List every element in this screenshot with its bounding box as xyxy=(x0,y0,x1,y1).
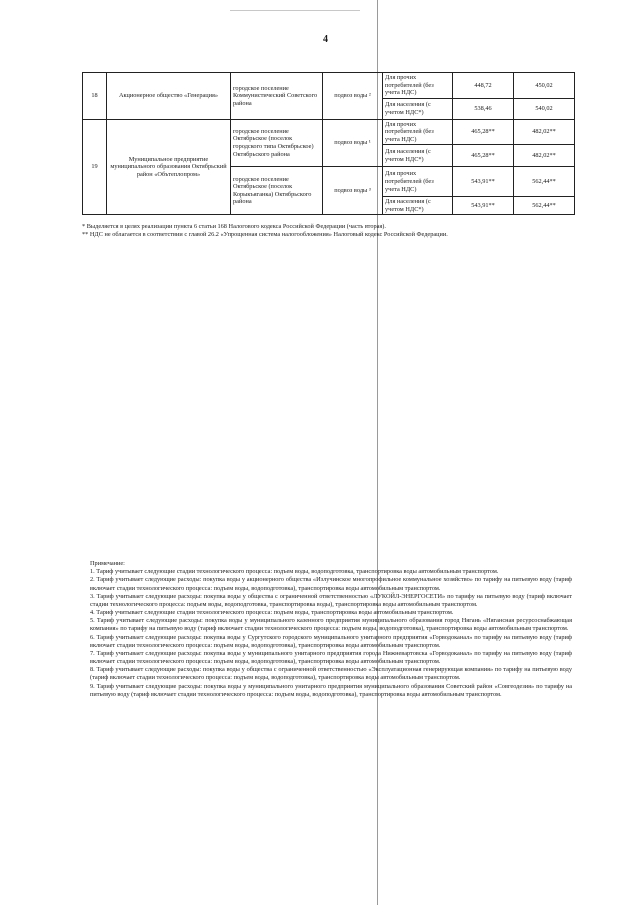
tariff-value-2: 482,02** xyxy=(514,145,575,167)
territory: городское поселение Октябрьское (поселок городского типа Октябрьское) Октябрьского района xyxy=(231,119,323,167)
footnote-vat-exempt: ** НДС не облагается в соответствии с главой 26.2 «Упрощенная система налогообложения» Налоговый кодекс Российской Федерации. xyxy=(82,230,448,238)
tariff-value-2: 450,02 xyxy=(514,73,575,99)
note-item: 9. Тариф учитывает следующие расходы: покупка воды у муниципального унитарного предприятия муниципального образования Советский район «Совгеодезия» по тарифу на питьевую воду (тариф включает стадии технологического процесса: подъем воды, водоподготовка), транспортировка воды автомобильным транспортом. xyxy=(90,682,572,698)
note-item: 4. Тариф учитывает следующие стадии технологического процесса: подъем воды, транспортировка воды автомобильным транспортом. xyxy=(90,609,454,617)
tariff-value-2: 562,44** xyxy=(514,167,575,197)
table-row xyxy=(83,73,575,99)
organization-name: Акционерное общество «Генерация» xyxy=(107,73,231,120)
organization-name: Муниципальное предприятие муниципального образования Октябрьский район «Обътеплопром» xyxy=(107,119,231,215)
territory: городское поселение Коммунистический Советского района xyxy=(231,73,323,120)
territory: городское поселение Октябрьское (поселок Корыкъяганка) Октябрьского района xyxy=(231,167,323,215)
service-type: подвоз воды ³ xyxy=(323,167,383,215)
page-number: 4 xyxy=(323,34,328,45)
table-row xyxy=(83,119,575,145)
notes-title: Примечание: xyxy=(90,560,125,567)
note-item: 5. Тариф учитывает следующие расходы: покупка воды у муниципального казенного предприятия муниципального образования город Нягань «Нягансная ресурсоснабжающая компания» по тарифу на питьевую воду (тариф включает стадии технологического процесса: подъем воды, водоподготовка), транспортировка воды автомобильным транспортом. xyxy=(90,617,572,633)
consumer-category: Для населения (с учетом НДС*) xyxy=(383,145,453,167)
scan-artifact-line-top xyxy=(230,10,360,11)
service-type: подвоз воды ² xyxy=(323,73,383,120)
tariff-value-1: 465,28** xyxy=(453,119,514,145)
tariff-value-1: 465,28** xyxy=(453,145,514,167)
note-item: 2. Тариф учитывает следующие расходы: покупка воды у акционерного общества «Излучинское многопрофильное коммунальное хозяйство» по тарифу на питьевую воду (тариф включает стадии технологического процесса: подъем воды, водоподготовка), транспортировка воды автомобильным транспортом. xyxy=(90,576,572,592)
service-type: подвоз воды ¹ xyxy=(323,119,383,167)
note-item: 7. Тариф учитывает следующие расходы: покупка воды у муниципального унитарного предприятия города Нижневартовска «Горводоканал» по тарифу на питьевую воду (тариф включает стадии технологического процесса: подъем воды, водоподготовка), транспортировка воды автомобильным транспортом. xyxy=(90,649,572,666)
footnote-vat-allocated: * Выделяется в целях реализации пункта 6 статьи 168 Налогового кодекса Российской Федерации (часть вторая). xyxy=(82,223,386,230)
row-number: 18 xyxy=(83,73,107,120)
note-item: 6. Тариф учитывает следующие расходы: покупка воды у Сургутского городского муниципального унитарного предприятия «Горводоканал» по тарифу на питьевую воду (тариф включает стадии технологического процесса: подъем воды, водоподготовка), транспортировка воды автомобильным транспортом. xyxy=(90,633,572,649)
notes-section xyxy=(90,560,572,699)
tariff-value-2: 562,44** xyxy=(514,197,575,215)
tariff-value-1: 448,72 xyxy=(453,73,514,99)
consumer-category: Для прочих потребителей (без учета НДС) xyxy=(383,119,453,145)
consumer-category: Для прочих потребителей (без учета НДС) xyxy=(383,167,453,197)
tariff-value-2: 482,02** xyxy=(514,119,575,145)
tariff-value-1: 543,91** xyxy=(453,197,514,215)
consumer-category: Для населения (с учетом НДС*) xyxy=(383,98,453,119)
row-number: 19 xyxy=(83,119,107,215)
tariff-table xyxy=(82,72,575,215)
table-footnotes xyxy=(82,223,574,239)
note-item: 8. Тариф учитывает следующие расходы: покупка воды у общества с ограниченной ответственностью «Эксплуатационная генерирующая компания» по тарифу на питьевую воду (тариф включает стадии технологического процесса: подъем воды, водоподготовка), транспортировка воды автомобильным транспортом. xyxy=(90,666,572,682)
note-item: 3. Тариф учитывает следующие расходы: покупка воды у общества с ограниченной ответственностью «ЛУКОЙЛ-ЭНЕРГОСЕТИ» по тарифу на питьевую воду (тариф включает стадии технологического процесса: подъем воды, водоподготовка, транспортировка воды), транспортировка воды автомобильным транспортом. xyxy=(90,592,572,608)
consumer-category: Для населения (с учетом НДС*) xyxy=(383,197,453,215)
tariff-value-2: 540,02 xyxy=(514,98,575,119)
consumer-category: Для прочих потребителей (без учета НДС) xyxy=(383,73,453,99)
tariff-value-1: 543,91** xyxy=(453,167,514,197)
tariff-value-1: 538,46 xyxy=(453,98,514,119)
note-item: 1. Тариф учитывает следующие стадии технологического процесса: подъем воды, водоподготовка, транспортировка воды автомобильным транспортом. xyxy=(90,568,499,576)
